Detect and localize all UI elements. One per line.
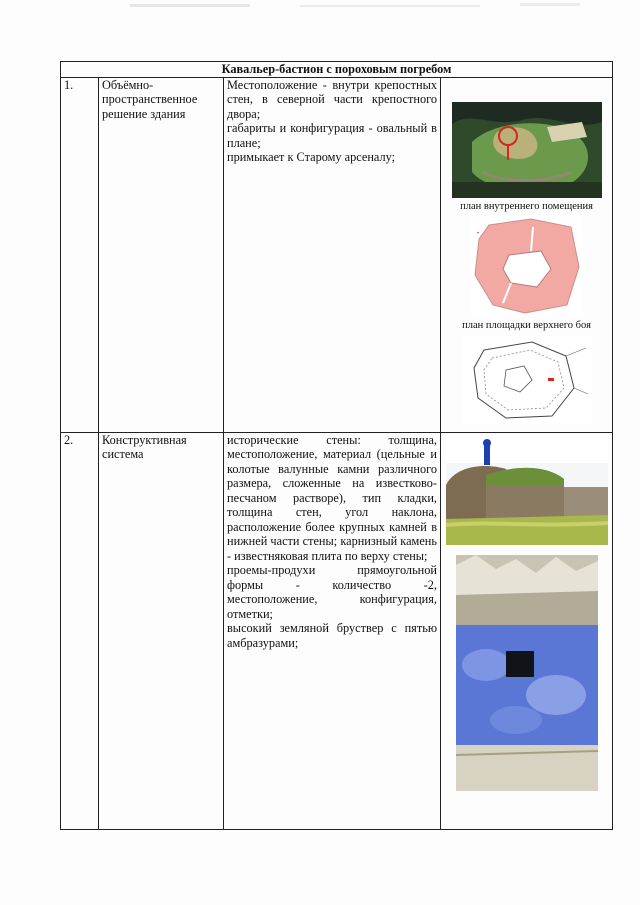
- row-number: 1.: [61, 77, 99, 432]
- caption-upper-plan: план площадки верхнего боя: [462, 319, 591, 331]
- scan-artifact: [0, 0, 640, 16]
- caption-inner-plan: план внутреннего помещения: [460, 200, 593, 212]
- aerial-photo: [452, 102, 602, 198]
- table-title: Кавальер-бастион с пороховым погребом: [61, 62, 613, 78]
- floor-plan-image: [471, 217, 583, 317]
- upper-platform-plan-image: [462, 336, 592, 424]
- info-table: [60, 61, 613, 830]
- row-description: Местоположение - внутри крепостных стен, в северной части крепостного двора; габариты и конфигурация - овальный в плане; примыкает к Старому арсеналу;: [224, 77, 441, 432]
- row-description: исторические стены: толщина, местоположение, материал (цельные и колотые валунные камни различного размера, сложенные на известково-песчаном растворе), тип кладки, толщина стен, угол наклона, расположение более крупных камней в нижней части стены; карнизный камень - известняковая плита по верху стены; проемы-продухи прямоугольной формы - количество -2, местоположение, конфигурация, отметки; высокий земляной бруствер с пятью амбразурами;: [224, 432, 441, 830]
- row-images: [441, 77, 613, 432]
- row-images: [441, 432, 613, 830]
- table-row: [61, 432, 613, 830]
- row-name: Конструктивная система: [99, 432, 224, 830]
- wall-vent-photo: [456, 555, 598, 791]
- svg-text:•: •: [476, 230, 479, 237]
- row-name: Объёмно- пространственное решение здания: [99, 77, 224, 432]
- table-row: [61, 77, 613, 432]
- row-number: 2.: [61, 432, 99, 830]
- bastion-photo: [446, 435, 608, 545]
